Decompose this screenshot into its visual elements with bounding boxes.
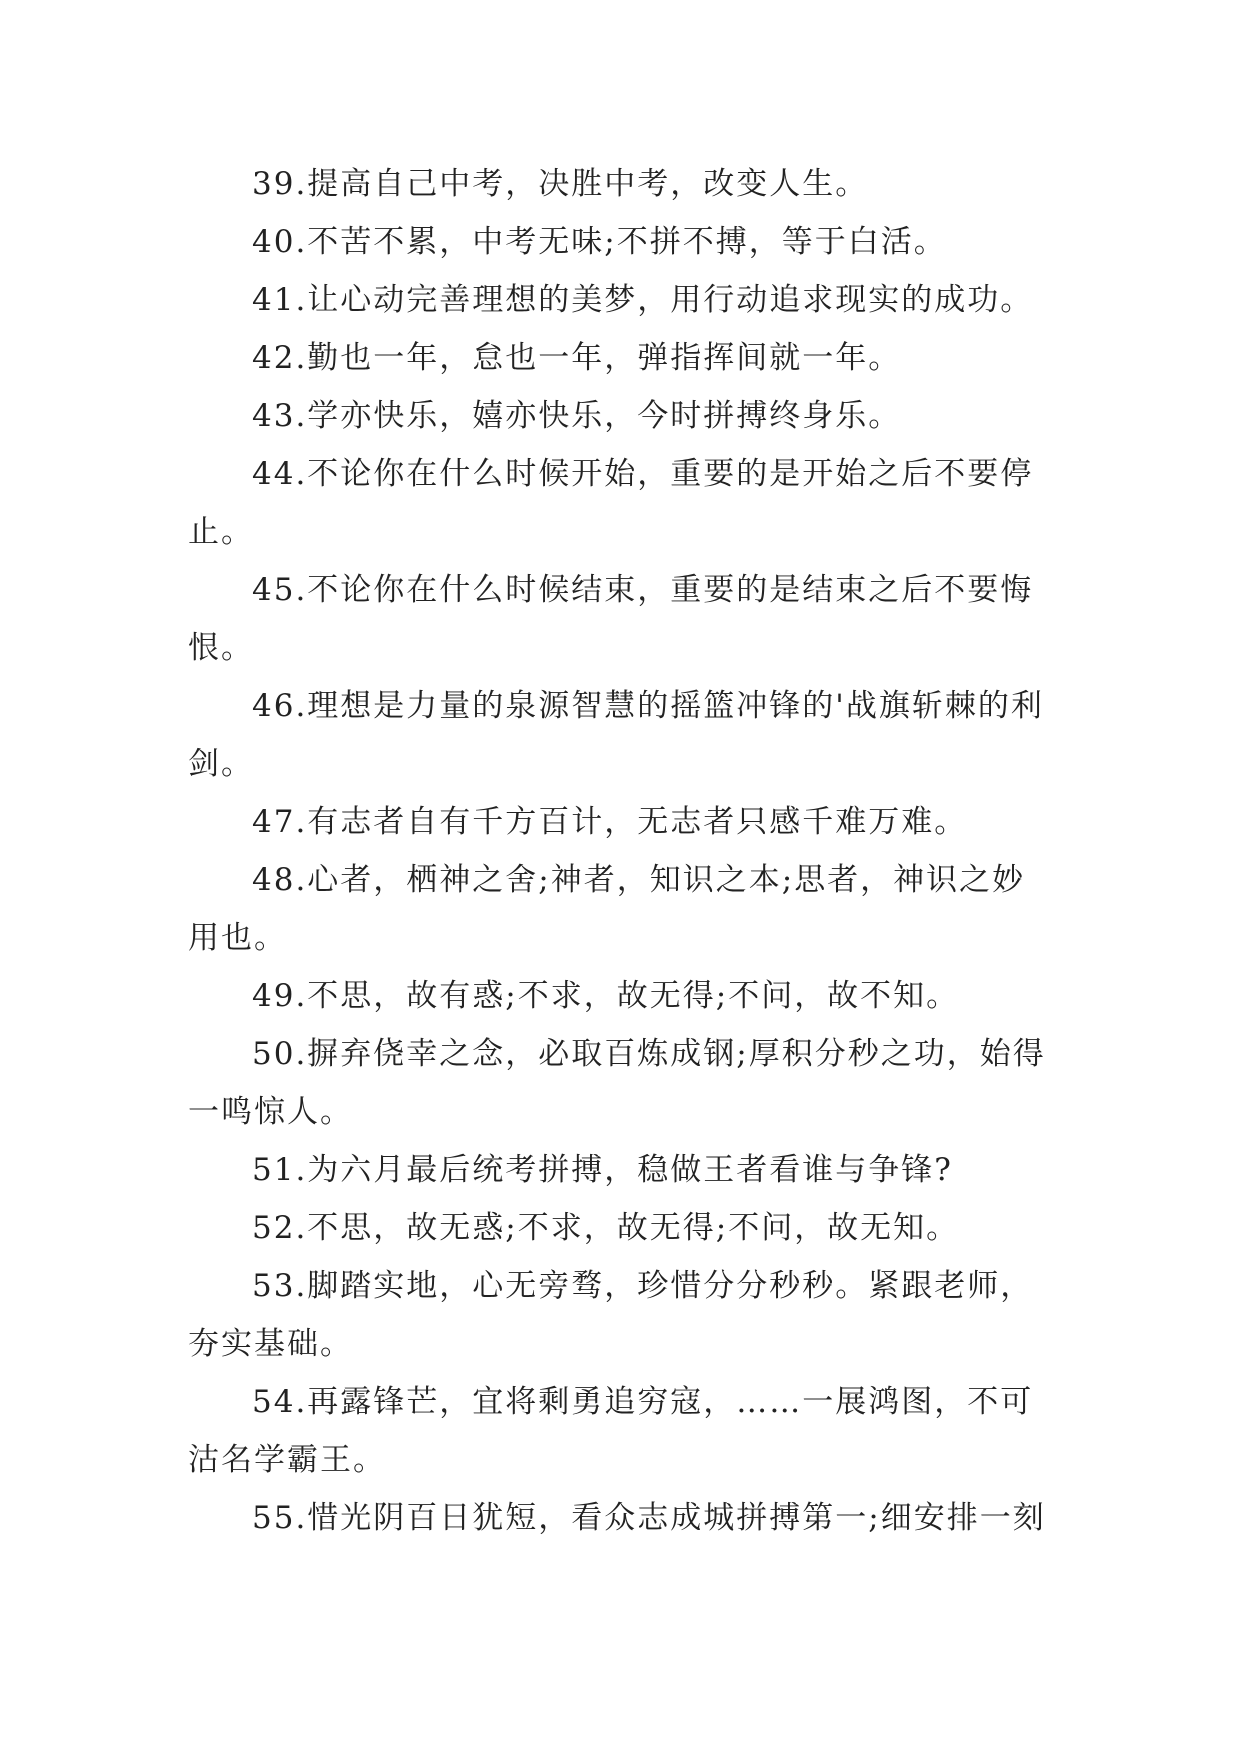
paragraph-53: 53.脚踏实地，心无旁骛，珍惜分分秒秒。紧跟老师，夯实基础。 bbox=[188, 1268, 1034, 1362]
paragraph-45: 45.不论你在什么时候结束，重要的是结束之后不要悔恨。 bbox=[188, 572, 1034, 666]
paragraph-41: 41.让心动完善理想的美梦，用行动追求现实的成功。 bbox=[252, 282, 1034, 318]
paragraph-44: 44.不论你在什么时候开始，重要的是开始之后不要停止。 bbox=[188, 456, 1034, 550]
paragraph-49: 49.不思，故有惑;不求，故无得;不问，故不知。 bbox=[252, 978, 960, 1014]
paragraph-50: 50.摒弃侥幸之念，必取百炼成钢;厚积分秒之功，始得一鸣惊人。 bbox=[188, 1036, 1046, 1130]
paragraph-54: 54.再露锋芒，宜将剩勇追穷寇，……一展鸿图，不可沽名学霸王。 bbox=[188, 1384, 1034, 1478]
paragraph-47: 47.有志者自有千方百计，无志者只感千难万难。 bbox=[252, 804, 968, 840]
paragraph-39: 39.提高自己中考，决胜中考，改变人生。 bbox=[252, 166, 869, 202]
paragraph-43: 43.学亦快乐，嬉亦快乐，今时拼搏终身乐。 bbox=[252, 398, 902, 434]
document-body bbox=[188, 155, 1048, 1547]
paragraph-46: 46.理想是力量的泉源智慧的摇篮冲锋的'战旗斩棘的利剑。 bbox=[188, 688, 1044, 782]
paragraph-52: 52.不思，故无惑;不求，故无得;不问，故无知。 bbox=[252, 1210, 960, 1246]
paragraph-42: 42.勤也一年，怠也一年，弹指挥间就一年。 bbox=[252, 340, 902, 376]
paragraph-55: 55.惜光阴百日犹短，看众志成城拼搏第一;细安排一刻 bbox=[252, 1500, 1046, 1536]
paragraph-51: 51.为六月最后统考拼搏，稳做王者看谁与争锋? bbox=[252, 1152, 953, 1188]
paragraph-40: 40.不苦不累，中考无味;不拼不搏，等于白活。 bbox=[252, 224, 947, 260]
paragraph-48: 48.心者，栖神之舍;神者，知识之本;思者，神识之妙用也。 bbox=[188, 862, 1026, 956]
